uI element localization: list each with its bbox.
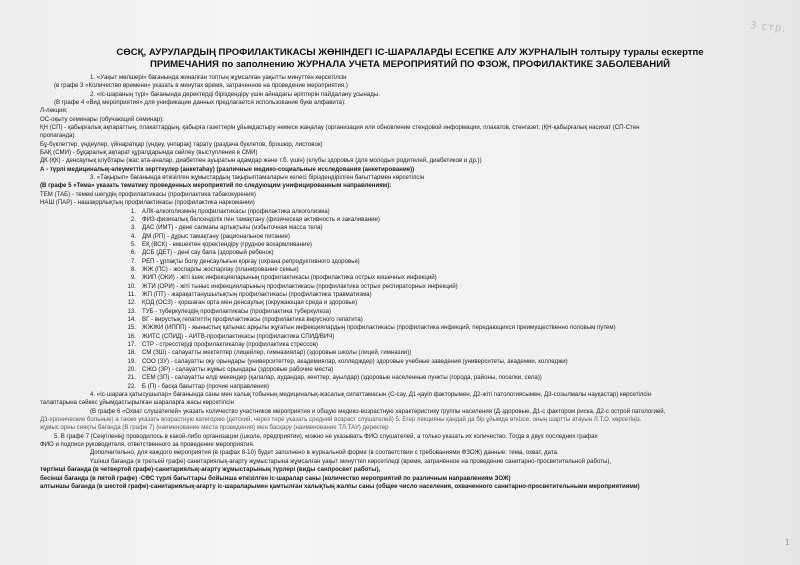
abbreviation-line: БАҚ (СМИ) - бұқаралық ақпарат құралдарында сөйлеу (выступления в СМИ) (40, 149, 258, 157)
theme-number: 13. (127, 307, 136, 315)
note-line: Үшінші бағанда (в третьей графе) санитариялық-ағарту жұмыстарына жұмсалған уақыт минуттеп көрсетіледі (время, затраченное на проведение санитарно-просветительной работы), (90, 457, 612, 465)
theme-text: ЖТИ (ОРИ) - жіті тыныс инфекцияларының профилактикасы (профилактика острых респираторных инфекций) (142, 282, 458, 290)
theme-item (40, 324, 792, 332)
theme-text: СМ (ЗШ) - салауатты мектептер (лицейлер, гимназиялар) (здоровые школы (лицей, гимназии)) (142, 349, 412, 357)
theme-intro-line: НАШ (ПАР) - нашақорлықтың профилактикасы (профилактика наркомании) (40, 199, 255, 207)
intro-section (40, 74, 792, 107)
title-russian: ПРИМЕЧАНИЯ по заполнению ЖУРНАЛА УЧЕТА МЕРОПРИЯТИЙ ПО ФЗОЖ, ПРОФИЛАКТИКЕ ЗАБОЛЕВАНИЙ (149, 59, 671, 70)
intro-line: (в графе 3 «Количество времени» указать в минутах время, затраченное на проведение мероприятия.) (54, 82, 348, 90)
theme-item (40, 208, 792, 216)
theme-text: СЕМ (ЗП) - салауатты елді мекендер (қалалар, аудандар, кенттер, ауылдар) (здоровые населенные пункты (города, районы, поселки, села)) (142, 374, 542, 382)
theme-item (40, 241, 792, 249)
theme-text: ЖЖЖИ (ИППП) - жыныстық қатынас арқылы жұғатын инфекциялардың профилактикасы (профилактика инфекций, передающихся преимущественно половым путем) (142, 324, 616, 332)
theme-number: 17. (127, 341, 136, 348)
theme-number: 10. (127, 282, 136, 290)
theme-number: 20. (127, 366, 136, 374)
theme-text: СТР - стресстерді профилактикалау (профилактика стрессов) (142, 341, 318, 348)
theme-number: 8. (130, 265, 136, 273)
note-line: бесінші бағанда (в пятой графе) -СӨС түрлі бағыттары бойынша өткізілген іс-шаралар саны (количество мероприятий по различным направлениям ЗОЖ) (40, 474, 511, 482)
theme-item (40, 366, 792, 374)
theme-item (40, 333, 792, 341)
theme-item (40, 274, 792, 282)
theme-text: Б (П) - басқа бағыттар (прочие направления) (142, 382, 270, 390)
abbreviation-line: А - түрлі медициналық-әлеуметтік зерттеулер (анкетаһау) (различные медико-социальные исследования (анкетирование)) (40, 165, 415, 173)
theme-text: ЖИП (ОКИ) - жіті ішек инфекцияларының профилактикасы (профилактика острых кишечных инфекций) (142, 274, 437, 282)
theme-text: ДМ (РП) - дұрыс тамақтану (рациональное питание) (142, 232, 290, 240)
theme-number: 11. (127, 290, 136, 298)
theme-text: ФИЗ-физикалық белсенділік пен тамақтану (физическая активность и закаливание) (142, 215, 380, 223)
theme-intro-line: (В графе 5 «Тема» указать тематику проведенных мероприятий по следующим унифицированным направлениям): (40, 182, 392, 190)
theme-text: ЖЖ (ПС) - жоспарлы жоспарлау (планирование семьи) (142, 265, 299, 273)
corner-handwritten-note: 3 стр. (749, 20, 787, 35)
theme-item (40, 266, 792, 274)
note-line: төртінші бағанда (в четвертой графе)-санитариялық-ағарту жұмыстарының түрлері (виды санпросвет работы), (40, 466, 381, 474)
theme-text: СОО (ЗУ) - салауатты оқу орындары (университеттер, академиялар, колледждер) здоровые учебные заведения (университеты, академии, колледжи) (142, 357, 568, 365)
abbreviations-section (40, 107, 792, 174)
theme-text: ЕҚ (ВСК) - емшектен қоректендіру (грудное вскармливание) (142, 240, 312, 248)
theme-item (40, 299, 792, 307)
abbreviation-line: пропаганда) (40, 132, 75, 140)
abbreviation-line: Бұ-бүклеттер, үндеулер, үйінаратқар (үндеу, үнпарақ) тарату (раздача буклетов, брошюр, листовок) (40, 140, 323, 148)
theme-number: 2. (130, 215, 136, 223)
theme-text: ТУБ - туберкулездің профилактикасы (профилактика туберкулеза) (142, 307, 332, 315)
theme-text: АЛК-алкоголизмнің профилактикасы (профилактика алкоголизма) (142, 207, 330, 215)
abbreviation-line: ДК (ҚК) - денсаулық клубтары (жас ата-аналар, диабетпен ауыратын адамдар және т.б. үшін) (клубы здоровья (для молодых родителей, диабетиков и др.)) (40, 157, 482, 165)
theme-number: 1. (130, 207, 136, 215)
theme-item (40, 349, 792, 357)
theme-item (40, 233, 792, 241)
theme-number: 21. (127, 374, 136, 382)
intro-line: 1. «Уақыт мөлшері» бағанында жиналған топтың жұмсалған уақытты минуттен көрсетілсін (90, 74, 347, 81)
theme-item (40, 383, 792, 391)
note-line: 4. «Іс-шараға қатысушылар» бағанында саны мен халық тобының медициналық-жасалық сипаттамасын (С-сау, Д1-қауіп факторымен, Д2-жіті патологиясымен, Д3-созылмалы науқастар) көрсетілсін (90, 391, 652, 399)
abbreviation-line: Л-лекция; (40, 107, 68, 115)
theme-text: ДСБ (ДЕТ) - дені сау бала (здоровый ребенок) (142, 249, 274, 257)
note-line: алтыншы бағанда (в шестой графе)-санитариялық-ағарту іс-шараларымен қамтылған халықтың жалпы саны (общее число населения, охваченного санитарно-просветительными мероприятиями) (40, 482, 640, 490)
theme-item (40, 316, 792, 324)
theme-number: 5. (130, 240, 136, 248)
note-line: 5. В графе 7 (Сеңгіленің) проводилось в какой-либо организации (школе, предприятии), можно не указывать ФИО слушателей, а только указать их количество. Тогда в двух последних графах (54, 432, 598, 440)
intro-line: (В графе 4 «Вид мероприятия» для унификации данных предлагается использование букв алфавита): (54, 99, 346, 107)
theme-number: 3. (130, 224, 136, 232)
abbreviation-line: ОС-оқыту семинары (обучающий семинар); (40, 115, 164, 123)
title-kazakh: СӨСҚ, АУРУЛАРДЫҢ ПРОФИЛАКТИКАСЫ ЖӨНІНДЕГІ ІС-ШАРАЛАРДЫ ЕСЕПКЕ АЛУ ЖУРНАЛЫН толтыру туралы ескертпе (116, 47, 704, 58)
abbreviation-line: ҚН (СП) - қабырғалық ақпараттың, плакаттардың, қабырға газеттерін ұйымдастыру немесе жаңалау (организация или обновление стендовой информации, плакатов, стенгазет, (ҚН-қабырғалық насихат (СП-Стен (40, 124, 640, 132)
note-line: (В графе 6 «Охват слушателей» указать количество участников мероприятия и общую медико-возрастную характеристику группы населения (Д-здоровые, Д1-с фактором риска, Д2-с острой патологией, (90, 407, 666, 415)
theme-number: 15. (127, 324, 136, 332)
theme-item (40, 374, 792, 382)
document-body (40, 74, 792, 491)
theme-number: 14. (127, 315, 136, 323)
note-line: талаптарына сәйкес ұйымдастырылған шараларға жасы көрсетілсін (40, 399, 234, 407)
theme-item (40, 358, 792, 366)
theme-intro-line: ТЕМ (ТАБ) - темекі шегудің профилактикасы (профилактика табакокурения) (40, 190, 256, 198)
theme-item (40, 283, 792, 291)
theme-number: 19. (127, 357, 136, 365)
theme-intro-line: 3. «Тақырып» бағанында өткізілген жұмыстардың тақырыптамаларын келесі біріздендірілген бағыттармен көрсетілсін (90, 174, 425, 182)
theme-number: 9. (130, 274, 136, 282)
theme-item (40, 216, 792, 224)
theme-item (40, 308, 792, 316)
theme-text: ЖИТС (СПИД) - АИТВ-профилактикасы (профилактика СПИД/ВИЧ) (142, 332, 335, 340)
page-number: 1 (784, 538, 790, 547)
theme-item (40, 341, 792, 349)
theme-number: 22. (127, 382, 136, 390)
note-line: Д3-хронические больные) а также указать возрастную категорию (детский, через тире указать средний возраст слушателей) 5. Егер лекцияны қандай да бір ұйымда өткізсе, оның шартты атауын Л.Т.О. көрсетіңіз. (40, 416, 642, 424)
theme-text: ҚОД (ОСЗ) - қоршаған орта мен денсаулық (окружающая среда и здоровье) (142, 299, 358, 307)
theme-number: 7. (130, 257, 136, 265)
theme-text: ЖП (ПТ) - жарақаттанушылықтың профилактикасы (профилактика травматизма) (142, 290, 372, 298)
theme-intro-section (40, 174, 792, 207)
note-line: ФИО и подписи руководителя, ответственного за проведение мероприятия. (40, 441, 255, 449)
note-line: Дополнительно, для каждого мероприятия (в графах 8-10) будет заполнено в журнальной форме (в соответствии с требованиями ФЗОЖ) данные: тема, охват, дата. (90, 449, 559, 457)
intro-line: 2. «Іс-шараның түрі» бағанында деректерді біріздендіру үшін айнадағы әріптерін пайдалану ұсынады. (90, 90, 380, 98)
theme-item (40, 258, 792, 266)
theme-text: ДАС (ИМТ) - дене салмағы артықтығы (избыточная масса тела) (142, 224, 323, 232)
theme-text: ВГ - вирустық гепатиттің профилактикасы (профилактика вирусного гепатита) (142, 315, 363, 323)
theme-item (40, 291, 792, 299)
theme-item (40, 249, 792, 257)
document-title (100, 47, 720, 71)
notes-section (40, 391, 792, 491)
theme-text: СЖО (ЗР) - салауатты жұмыс орындары (здоровые рабочие места) (142, 366, 334, 374)
note-line: жұмыс орны сияқты бағанда (В графе 7) (наименование места проведения) мен басқару (наименование ТЛ.ТАУ) деректер (40, 424, 389, 432)
theme-number: 6. (130, 249, 136, 257)
theme-text: РЕП - ұрпақты болу денсаулығын қорғау (охрана репродуктивного здоровья) (142, 257, 360, 265)
theme-number: 12. (127, 299, 136, 307)
themes-list (40, 208, 792, 392)
theme-item (40, 224, 792, 232)
theme-number: 16. (127, 332, 136, 340)
theme-number: 18. (127, 349, 136, 357)
theme-number: 4. (130, 232, 136, 240)
